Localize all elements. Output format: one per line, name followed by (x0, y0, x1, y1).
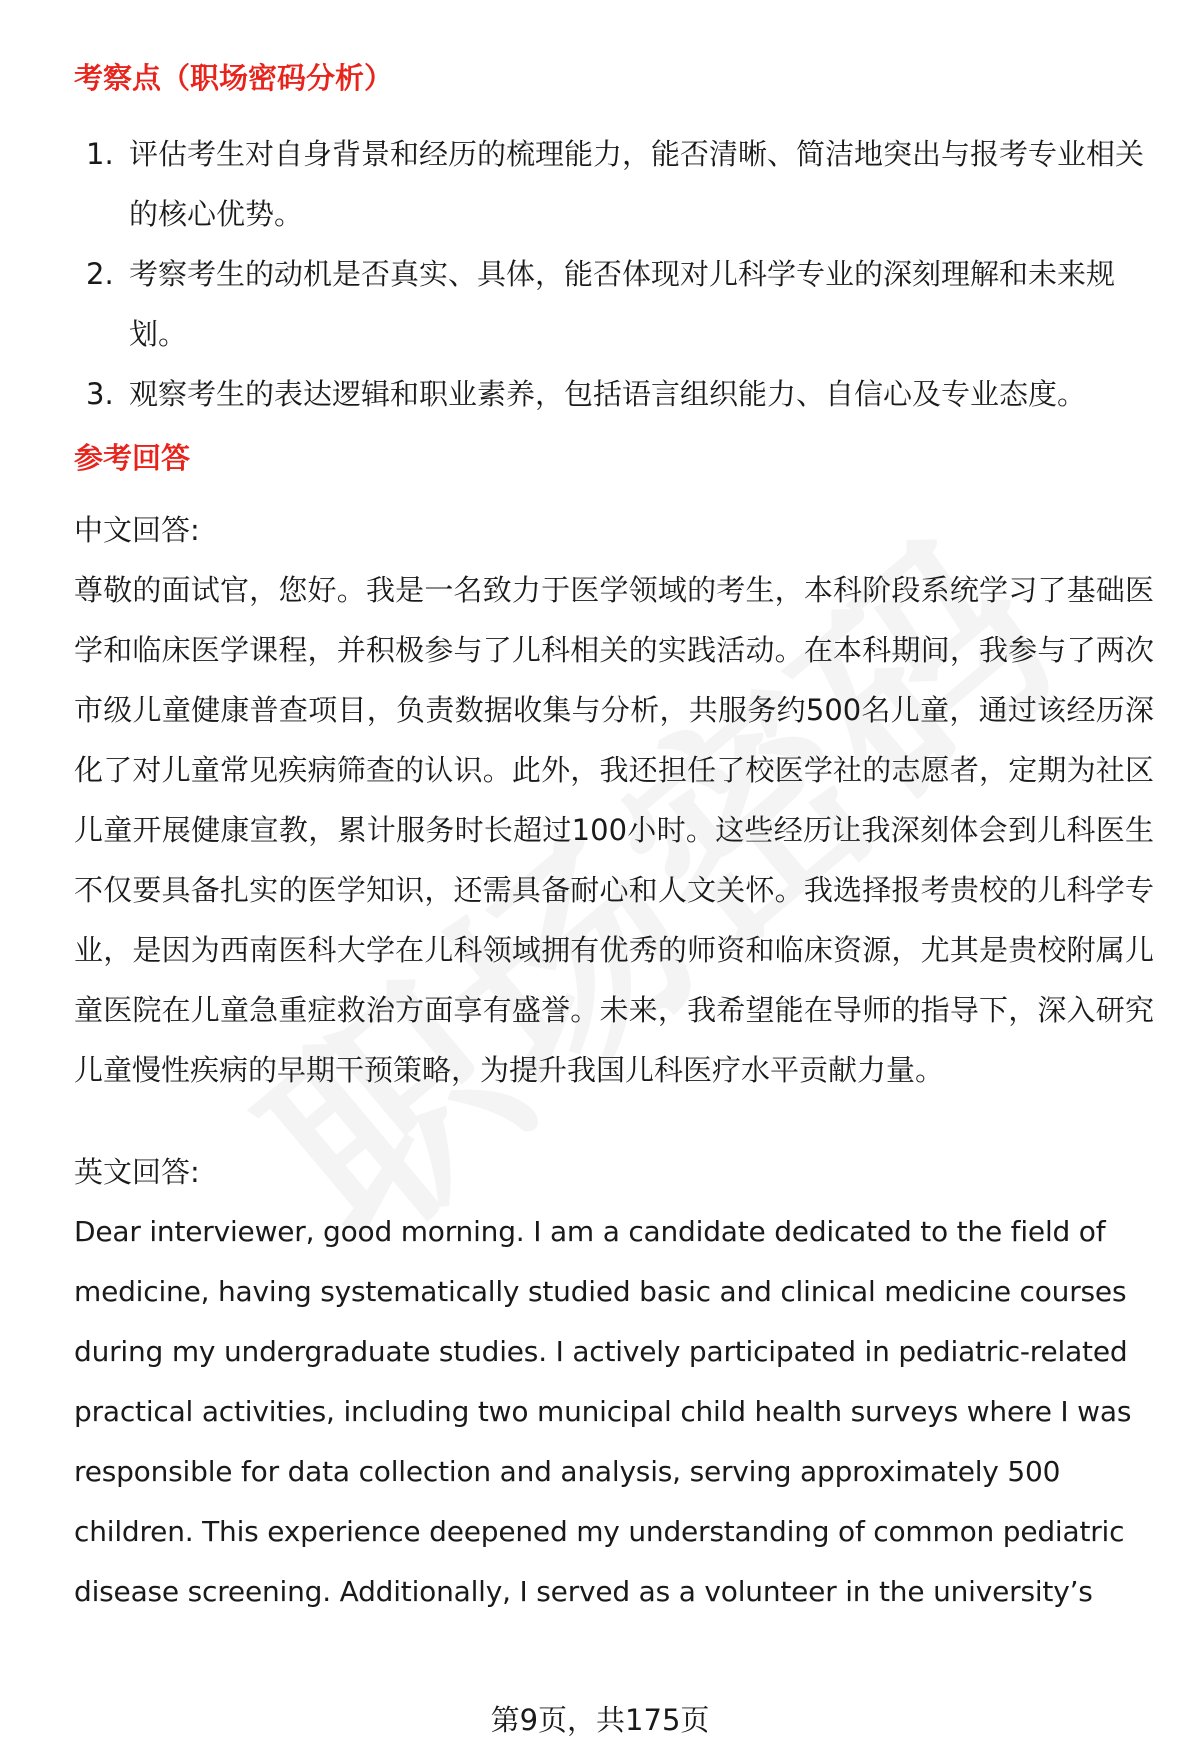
chinese-answer-label: 中文回答: (74, 513, 200, 547)
list-text: 观察考生的表达逻辑和职业素养，包括语言组织能力、自信心及专业态度。 (129, 377, 1087, 411)
chinese-answer-text: 尊敬的面试官，您好。我是一名致力于医学领域的考生，本科阶段系统学习了基础医学和临床医学课程，并积极参与了儿科相关的实践活动。在本科期间，我参与了两次市级儿童健康普查项目，负责数据收集与分析，共服务约500名儿童，通过该经历深化了对儿童常见疾病筛查的认识。此外，我还担任了校医学社的志愿者，定期为社区儿童开展健康宣教，累计服务时长超过100小时。这些经历让我深刻体会到儿科医生不仅要具备扎实的医学知识，还需具备耐心和人文关怀。我选择报考贵校的儿科学专业，是因为西南医科大学在儿科领域拥有优秀的师资和临床资源，尤其是贵校附属儿童医院在儿童急重症救治方面享有盛誉。未来，我希望能在导师的指导下，深入研究儿童慢性疾病的早期干预策略，为提升我国儿科医疗水平贡献力量。 (74, 573, 1154, 1087)
list-item (74, 124, 1154, 244)
english-answer-text: Dear interviewer, good morning. I am a candidate dedicated to the field of medicine, having systematically studied basic and clinical medicine courses during my undergraduate studies. I actively participated in pediatric-related practical activities, including two municipal child health surveys where I was responsible for data collection and analysis, serving approximately 500 children. This experience deepened my understanding of common pediatric disease screening. Additionally, I served as a volunteer in the university’s (74, 1215, 1132, 1608)
list-number: 2. (86, 257, 114, 291)
list-text: 评估考生对自身背景和经历的梳理能力，能否清晰、简洁地突出与报考专业相关的核心优势。 (129, 137, 1145, 231)
list-text: 考察考生的动机是否真实、具体，能否体现对儿科学专业的深刻理解和未来规划。 (129, 257, 1116, 351)
points-heading: 考察点（职场密码分析） (74, 61, 394, 95)
list-item (74, 364, 1154, 424)
page-number: 第9页，共175页 (490, 1703, 710, 1737)
list-item (74, 244, 1154, 364)
answer-heading: 参考回答 (74, 441, 191, 475)
spacer (74, 1100, 1154, 1142)
list-number: 3. (86, 377, 114, 411)
points-list (74, 124, 1154, 424)
document-page (74, 58, 1154, 1622)
english-answer-label: 英文回答: (74, 1155, 200, 1189)
list-number: 1. (86, 137, 114, 171)
